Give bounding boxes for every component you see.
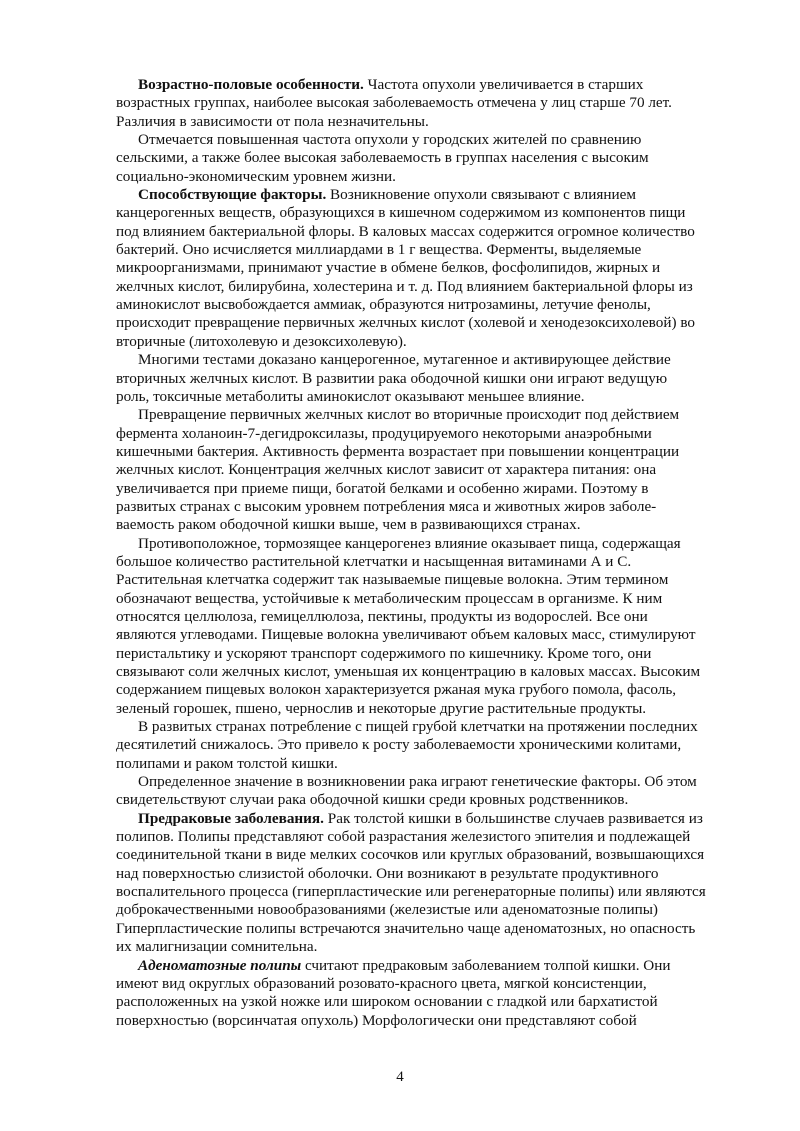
paragraph-genetics [116,773,741,810]
paragraph-text: Противоположное, тормозящее канцерогенез влияние оказывает пища, содержащая большое количество растительной клетчатки и насыщенная витаминами А и С. Растительная клетчатка содержит так называемые пищевые волокна. Этим термином обозначают вещества, устойчивые к метаболическим процессам в организме. К ним относятся целлюлоза, гемицеллюлоза, пектины, продукты из водорослей. Все они являются углеводами. Пищевые волокна увеличивают объем каловых масс, стимулируют перистальтику и ускоряют транспорт содержимого по кишечнику. Кроме того, они связывают соли желчных кислот, уменьшая их концентрацию в каловых массах. Высоким содержанием пищевых волокон характеризуется ржаная мука грубого помола, фасоль, зеленый горошек, пшено, чернослив и некоторые другие растительные продукты. [116,534,701,717]
paragraph-conversion [116,406,741,534]
paragraph-factors [116,186,741,351]
paragraph-adenomatous [116,957,741,1030]
paragraph-age-sex [116,76,741,131]
document-page [116,76,741,1030]
paragraph-developed-countries [116,718,741,773]
paragraph-text: Превращение первичных желчных кислот во вторичные происходит под действием фермента холаноин-7-дегидроксилазы, продуцируемого некоторыми анаэробными кишечными бактерия. Активность фермента возрастает при повышении концентрации желчных кислот. Концентрация желчных кислот зависит от характера питания: она увеличивается при приеме пищи, богатой белками и особенно жирами. Поэтому в развитых странах с высоким уровнем потребления мяса и животных жиров заболе- ваемость раком ободочной кишки выше, чем в развивающихся странах. [116,406,680,534]
paragraph-precancer [116,810,741,957]
paragraph-text: Многими тестами доказано канцерогенное, мутагенное и активирующее действие вторичных желчных кислот. В развитии рака ободочной кишки они играют ведущую роль, токсичные метаболиты аминокислот оказывают меньшее влияние. [116,351,671,405]
paragraph-text: Возникновение опухоли связывают с влиянием канцерогенных веществ, образующихся в кишечном содержимом из компонентов пищи под влиянием бактериальной флоры. В каловых массах содержится огромное количество бактерий. Оно исчисляется миллиардами в 1 г вещества. Ферменты, выделяемые микроорганизмами, принимают участие в обмене белков, фосфолипидов, жирных и желчных кислот, билирубина, холестерина и т. д. Под влиянием бактериальной флоры из аминокислот высвобождается аммиак, образуются нитрозамины, летучие фенолы, происходит превращение первичных желчных кислот (холевой и хенодезоксихолевой) во вторичные (литохолевую и дезоксихолевую). [116,186,695,350]
paragraph-heading: Предраковые заболевания. [138,809,324,827]
paragraph-text: считают предраковым заболеванием толпой кишки. Они имеют вид округлых образований розовато-красного цвета, мягкой консистенции, расположенных на узкой ножке или широком основании с гладкой или бархатистой поверхностью (ворсинчатая опухоль) Морфологически они представляют собой [116,956,671,1029]
paragraph-heading: Способствующие факторы. [138,186,327,204]
paragraph-text: Определенное значение в возникновении рака играют генетические факторы. Об этом свидетельствуют случаи рака ободочной кишки среди кровных родственников. [116,773,697,809]
paragraph-text: Отмечается повышенная частота опухоли у городских жителей по сравнению сельскими, а также более высокая заболеваемость в группах населения с высоким социально-экономическим уровнем жизни. [116,131,649,185]
paragraph-urban [116,131,741,186]
page-number: 4 [396,1069,404,1085]
paragraph-text: Рак толстой кишки в большинстве случаев развивается из полипов. Полипы представляют собой разрастания железистого эпителия и подлежащей соединительной ткани в виде мелких сосочков или круглых образований, возвышающихся над поверхностью слизистой оболочки. Они возникают в результате продуктивного воспалительного процесса (гиперпластические или регенераторные полипы) или являются доброкачественными новообразованиями (железистые или аденоматозные полипы) Гиперпластические полипы встречаются значительно чаще аденоматозных, но опасность их малигнизации сомнительна. [116,809,706,956]
paragraph-tests [116,351,741,406]
paragraph-text: В развитых странах потребление с пищей грубой клетчатки на протяжении последних десятилетий снижалось. Это привело к росту заболеваемости хроническими колитами, полипами и раком толстой кишки. [116,718,698,772]
paragraph-text: Частота опухоли увеличивается в старших возрастных группах, наиболее высокая заболеваемость отмечена у лиц старше 70 лет. Различия в зависимости от пола незначительны. [116,76,672,130]
paragraph-heading: Аденоматозные полипы [138,956,302,974]
paragraph-heading: Возрастно-половые особенности. [138,76,364,93]
paragraph-fiber [116,535,741,718]
